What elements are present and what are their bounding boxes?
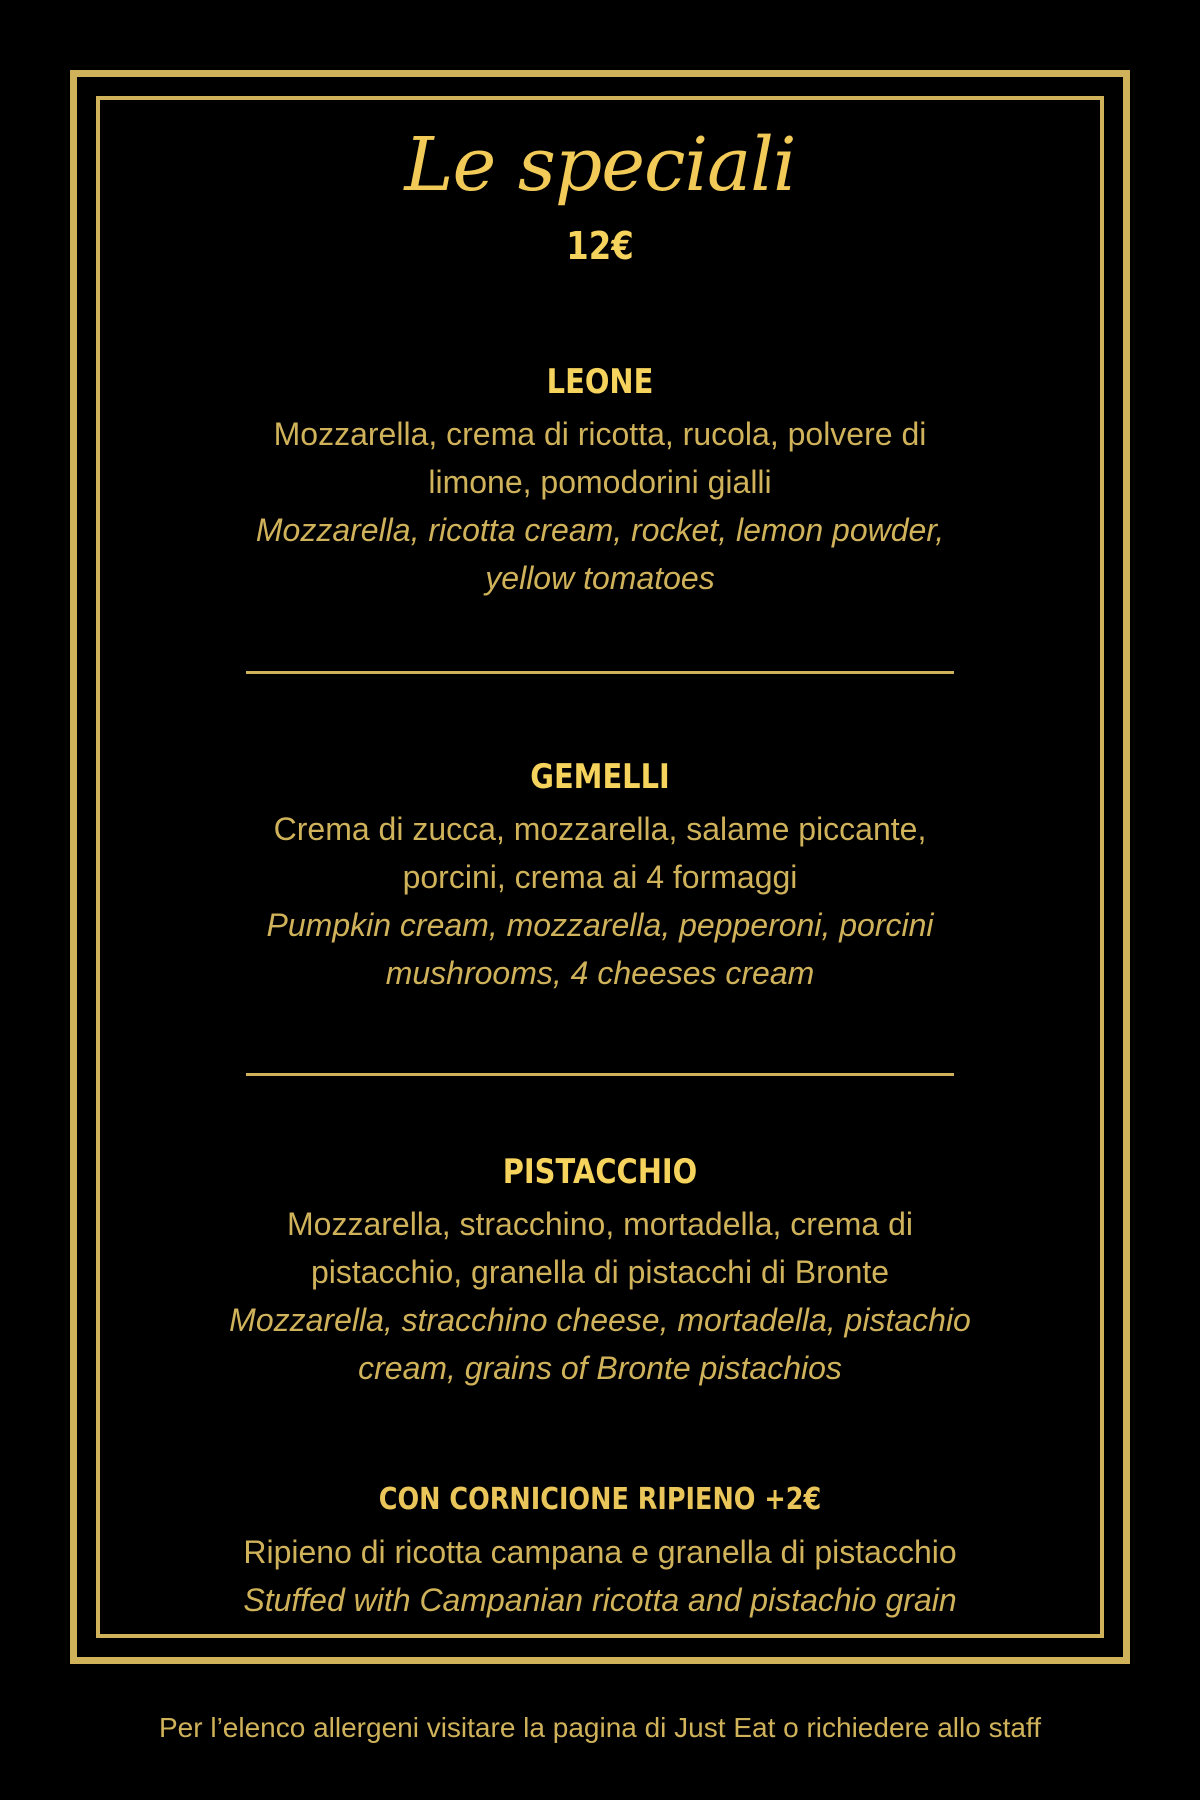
item-description-en-gemelli: Pumpkin cream, mozzarella, pepperoni, porcini mushrooms, 4 cheeses cream bbox=[266, 907, 934, 991]
divider bbox=[246, 1073, 954, 1076]
item-description-en-leone: Mozzarella, ricotta cream, rocket, lemon powder, yellow tomatoes bbox=[255, 512, 945, 596]
divider bbox=[246, 671, 954, 674]
item-description-it-pistacchio: Mozzarella, stracchino, mortadella, crema di pistacchio, granella di pistacchi di Bronte bbox=[286, 1206, 913, 1290]
menu-title: Le speciali bbox=[404, 122, 796, 208]
allergen-footer-note: Per l’elenco allergeni visitare la pagina di Just Eat o richiedere allo staff bbox=[159, 1712, 1041, 1743]
menu-price: 12€ bbox=[566, 224, 634, 268]
extra-option-name: CON CORNICIONE RIPIENO +2€ bbox=[378, 1482, 822, 1517]
item-description-en-pistacchio: Mozzarella, stracchino cheese, mortadella, pistachio cream, grains of Bronte pistachios bbox=[229, 1302, 971, 1386]
extra-description-en: Stuffed with Campanian ricotta and pistachio grain bbox=[243, 1582, 957, 1618]
item-name-leone: LEONE bbox=[546, 362, 654, 402]
item-name-gemelli: GEMELLI bbox=[530, 757, 670, 797]
extra-description-it: Ripieno di ricotta campana e granella di pistacchio bbox=[243, 1534, 957, 1570]
item-description-it-leone: Mozzarella, crema di ricotta, rucola, polvere di limone, pomodorini gialli bbox=[273, 416, 927, 500]
item-description-it-gemelli: Crema di zucca, mozzarella, salame piccante, porcini, crema ai 4 formaggi bbox=[273, 811, 927, 895]
item-name-pistacchio: PISTACCHIO bbox=[502, 1152, 698, 1192]
